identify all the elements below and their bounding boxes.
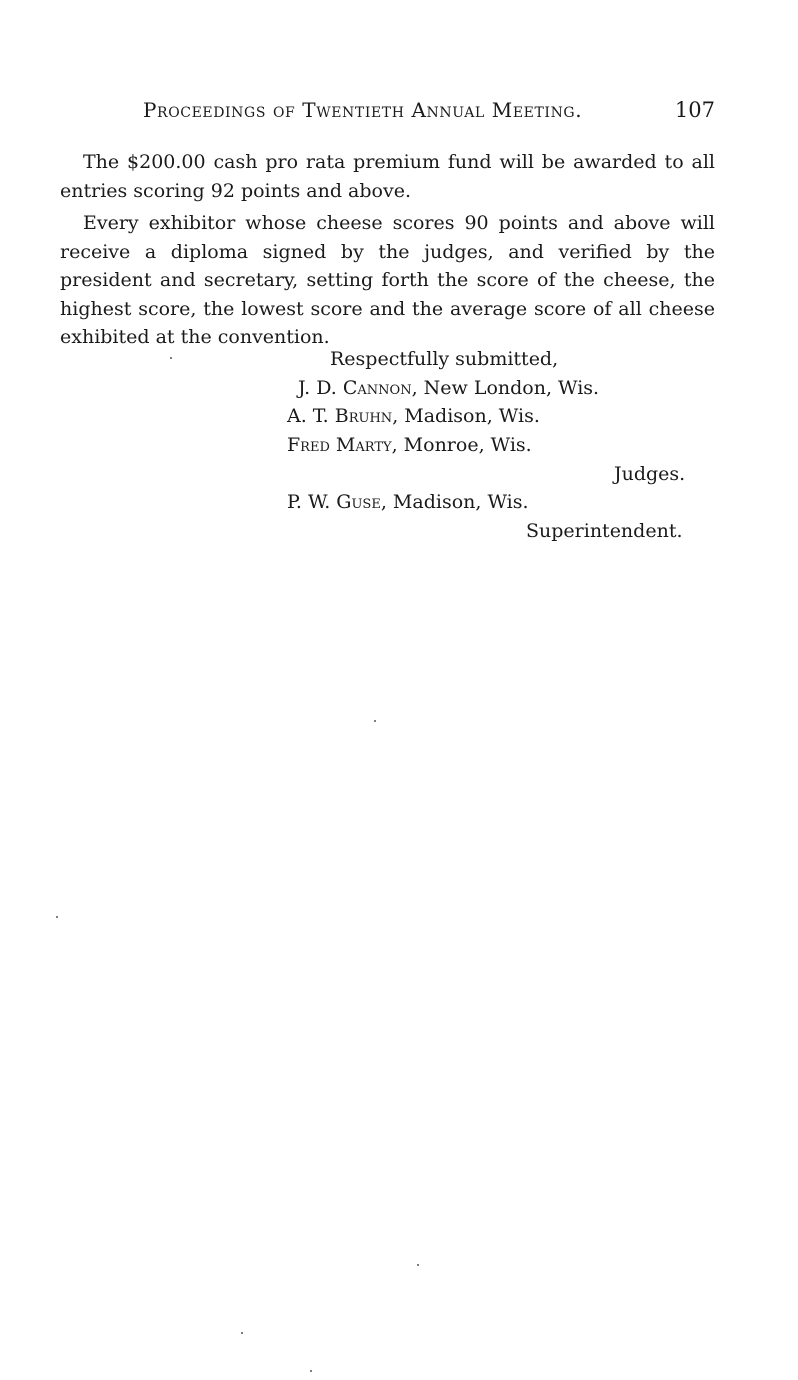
judge-name: A. T. Bruhn: [287, 405, 393, 427]
judge-entry-3: [287, 431, 532, 460]
running-header: [143, 96, 715, 124]
scan-speck: [56, 916, 58, 918]
judge-name: Fred Marty: [287, 434, 392, 456]
judge-location: , Madison, Wis.: [392, 405, 540, 427]
scan-speck: [374, 720, 376, 722]
paragraph-premium-fund: The $200.00 cash pro rata premium fund will be awarded to all entries scoring 92 points and above.: [60, 151, 715, 202]
closing-line: Respectfully submitted,: [330, 348, 559, 370]
scan-speck: [310, 1370, 312, 1372]
superintendent-entry: [287, 488, 529, 517]
superintendent-name: P. W. Guse: [287, 491, 381, 513]
body-text: [60, 148, 715, 356]
superintendent-location: , Madison, Wis.: [380, 491, 529, 513]
page-number: 107: [674, 98, 715, 122]
judge-entry-2: [287, 402, 540, 431]
scan-speck: [417, 1264, 419, 1266]
judge-name: J. D. Cannon: [298, 377, 412, 399]
judge-entry-1: [298, 374, 599, 403]
judge-location: , New London, Wis.: [411, 377, 600, 399]
scan-speck: [241, 1332, 243, 1334]
judge-location: , Monroe, Wis.: [391, 434, 532, 456]
judges-label: Judges.: [614, 463, 686, 485]
paragraph-diploma: Every exhibitor whose cheese scores 90 points and above will receive a diploma signed by the judges, and verified by the president and secretary, setting forth the score of the cheese, the highest score, the lowest score and the average score of all cheese exhibited at the convention.: [60, 212, 715, 348]
superintendent-label: Superintendent.: [526, 520, 683, 542]
scan-speck: [170, 357, 172, 359]
running-header-title: Proceedings of Twentieth Annual Meeting.: [143, 98, 583, 122]
